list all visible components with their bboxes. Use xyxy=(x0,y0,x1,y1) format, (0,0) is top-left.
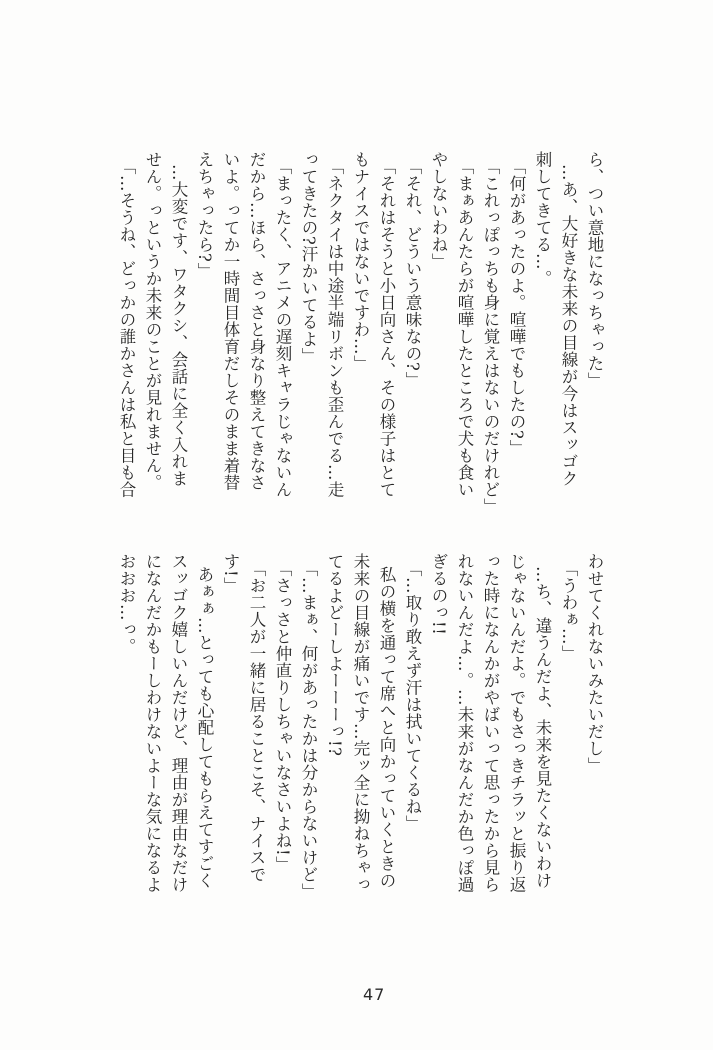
text-line: スッゴク嬉しいんだけど、理由が理由なだけ xyxy=(169,553,188,893)
text-line: 「さっさと仲直りしちゃいなさいよね!」 xyxy=(273,560,292,874)
text-line: 「…そうね、どっかの誰かさんは私と目も合 xyxy=(117,158,136,498)
text-line: いよ。ってか一時間目体育だしそのまま着替 xyxy=(221,151,240,491)
text-block-bottom xyxy=(113,553,607,911)
text-line: もナイスではないですわ…」 xyxy=(351,151,370,372)
text-line: 「それはそうと小日向さん、その様子はとて xyxy=(377,158,396,498)
text-line: じゃないんだよ。でもさっきチラッと振り返 xyxy=(507,553,526,893)
text-line: 私の横を通って席へと向かっていくときの xyxy=(377,566,396,889)
text-line: ってきたの?汗かいてるよ」 xyxy=(299,151,318,365)
text-line: わせてくれないみたいだし」 xyxy=(585,553,604,774)
page-number: 47 xyxy=(363,985,386,1004)
text-line: 「お二人が一緒に居ることこそ、ナイスで xyxy=(247,560,266,883)
text-line: 未来の目線が痛いです…完ッ全に拗ねちゃっ xyxy=(351,553,370,893)
text-line: …あ、大好きな未来の目線が今はスッゴク xyxy=(559,164,578,487)
text-line: になんだかもーしわけないよーな気になるよ xyxy=(143,553,162,893)
text-line: 「これっぽっちも身に覚えはないのだけれど」 xyxy=(481,158,500,515)
text-line: ら、つい意地になっちゃった」 xyxy=(585,151,604,389)
text-line: …大変です、ワタクシ、会話に全く入れま xyxy=(169,164,188,487)
text-line: おおお…っ。 xyxy=(117,553,136,655)
text-line: 「それ、どういう意味なの?」 xyxy=(403,158,422,389)
text-line: …ち、違うんだよ、未来を見たくないわけ xyxy=(533,566,552,889)
text-line: 「うわぁ…」 xyxy=(559,560,578,662)
text-line: やしないわね」 xyxy=(429,151,448,270)
text-line: てるよどーしよーーーっ!? xyxy=(325,553,344,757)
text-line: せん。っというか未来のことが見れません。 xyxy=(143,151,162,491)
text-line: だから…ほら、さっさと身なり整えてきなさ xyxy=(247,151,266,491)
text-line: 「…取り敢えず汗は拭いてくるね」 xyxy=(403,560,422,832)
text-block-top xyxy=(113,151,607,515)
text-line: ぎるのっ!! xyxy=(429,553,448,636)
text-line: 「…まぁ、何があったかは分からないけど」 xyxy=(299,560,318,900)
text-line: す!」 xyxy=(221,553,240,595)
text-line: あぁぁ…とっても心配してもらえてすごく xyxy=(195,566,214,889)
text-line: れないんだよ…。…未来がなんだか色っぽ過 xyxy=(455,553,474,893)
text-line: 「ネクタイは中途半端リボンも歪んでる…走 xyxy=(325,158,344,498)
text-line: った時になんかがやばいって思ったから見ら xyxy=(481,553,500,893)
text-line: 「まったく、アニメの遅刻キャラじゃないん xyxy=(273,158,292,498)
text-line: 「何があったのよ。喧嘩でもしたの?」 xyxy=(507,158,526,457)
text-line: 刺してきてる…。 xyxy=(533,151,552,287)
text-line: えちゃったら?」 xyxy=(195,151,214,280)
text-line: 「まぁあんたらが喧嘩したところで犬も食い xyxy=(455,158,474,498)
